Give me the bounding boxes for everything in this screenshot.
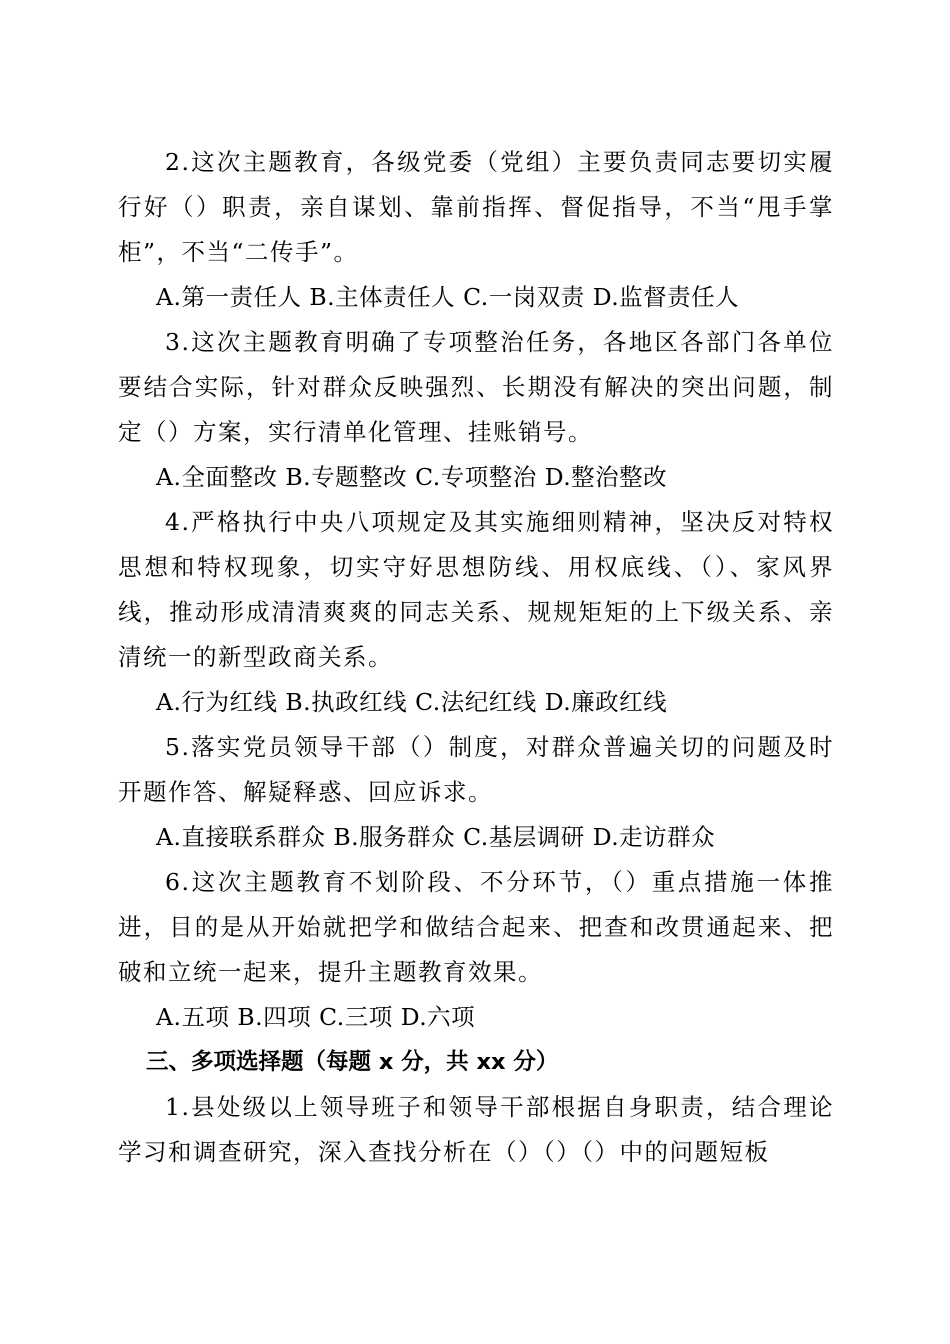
question-2-options: A.第一责任人 B.主体责任人 C.一岗双责 D.监督责任人 xyxy=(156,283,740,311)
question-6-options: A.五项 B.四项 C.三项 D.六项 xyxy=(156,1003,476,1031)
multi-question-1-text: 1.县处级以上领导班子和领导干部根据自身职责，结合理论学习和调查研究，深入查找分析在（）（）（）中的问题短板 xyxy=(118,1093,834,1166)
question-5-options: A.直接联系群众 B.服务群众 C.基层调研 D.走访群众 xyxy=(156,823,716,851)
question-2-text: 2.这次主题教育，各级党委（党组）主要负责同志要切实履行好（）职责，亲自谋划、靠前指挥、督促指导，不当“甩手掌柜”，不当“二传手”。 xyxy=(118,148,834,266)
question-5-text: 5.落实党员领导干部（）制度，对群众普遍关切的问题及时开题作答、解疑释惑、回应诉求。 xyxy=(118,733,834,806)
section-3-heading: 三、多项选择题（每题 x 分，共 xx 分） xyxy=(146,1049,559,1075)
document-page xyxy=(118,140,834,1175)
question-4-text: 4.严格执行中央八项规定及其实施细则精神，坚决反对特权思想和特权现象，切实守好思想防线、用权底线、（）、家风界线，推动形成清清爽爽的同志关系、规规矩矩的上下级关系、亲清统一的新型政商关系。 xyxy=(118,508,834,671)
question-4-options: A.行为红线 B.执政红线 C.法纪红线 D.廉政红线 xyxy=(156,688,668,716)
question-6-text: 6.这次主题教育不划阶段、不分环节，（）重点措施一体推进，目的是从开始就把学和做结合起来、把查和改贯通起来、把破和立统一起来，提升主题教育效果。 xyxy=(118,868,834,986)
question-3-options: A.全面整改 B.专题整改 C.专项整治 D.整治整改 xyxy=(156,463,668,491)
question-3-text: 3.这次主题教育明确了专项整治任务，各地区各部门各单位要结合实际，针对群众反映强烈、长期没有解决的突出问题，制定（）方案，实行清单化管理、挂账销号。 xyxy=(118,328,834,446)
